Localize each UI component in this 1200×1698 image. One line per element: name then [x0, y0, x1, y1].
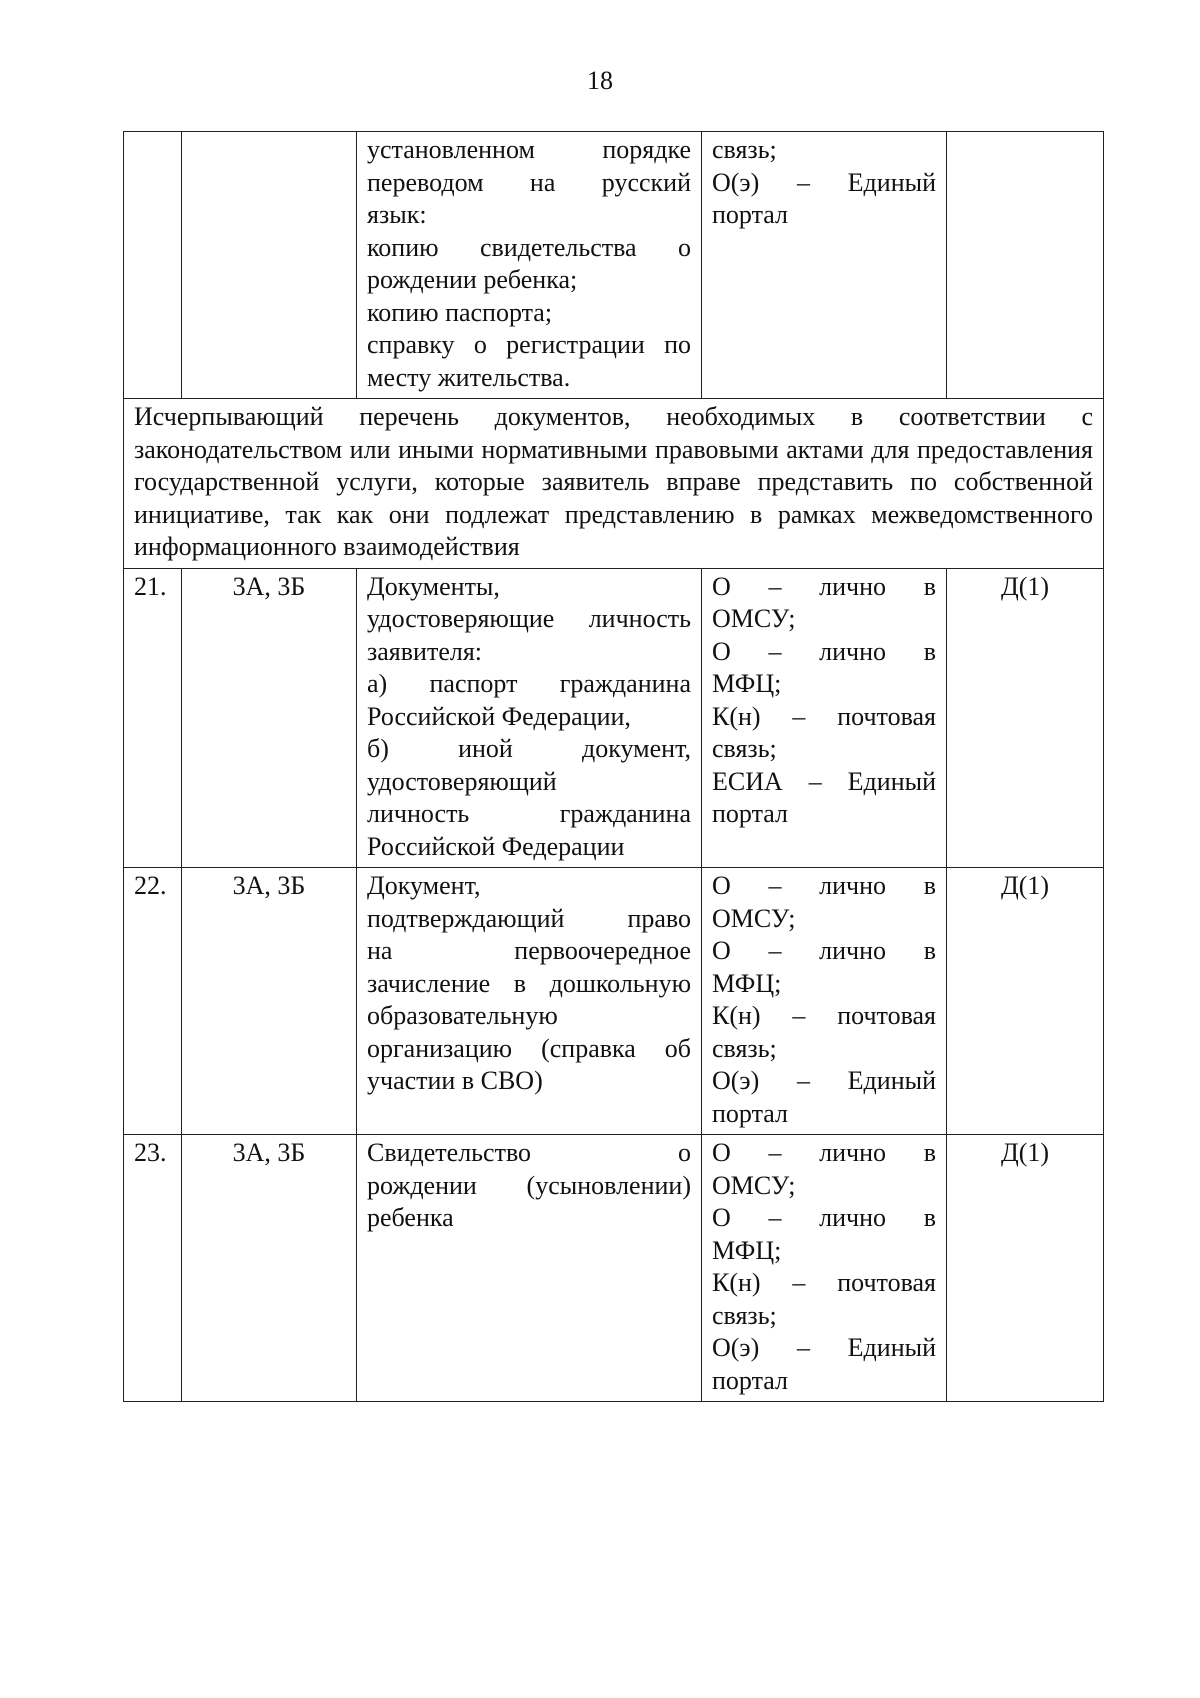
description-line: личность гражданина [367, 799, 691, 828]
description-line: организацию (справка об [367, 1033, 691, 1063]
description-line: копию свидетельства о [367, 232, 691, 262]
method-line: О – лично в [712, 1138, 936, 1167]
table-row-continuation [124, 132, 1104, 399]
description-line: б) иной документ, [367, 734, 691, 763]
method-line: О – лично в [712, 636, 936, 666]
cell-method [702, 132, 947, 399]
description-line: копию паспорта; [367, 297, 553, 327]
method-line: ЕСИА – Единый [712, 766, 936, 796]
cell-description [357, 568, 702, 868]
method-line: О(э) – Единый [712, 167, 936, 197]
description-line: установленном порядке [367, 135, 691, 164]
page-number: 18 [587, 66, 613, 95]
cell-description [357, 132, 702, 399]
table-row [124, 568, 1104, 868]
description-line: Российской Федерации, [367, 701, 631, 731]
description-line: рождении (усыновлении) [367, 1170, 691, 1200]
cell-result: Д(1) [947, 868, 1104, 1135]
cell-result: Д(1) [947, 568, 1104, 868]
description-line: подтверждающий право [367, 903, 691, 933]
table-row [124, 868, 1104, 1135]
description-line: Свидетельство о [367, 1138, 691, 1167]
cell-number [124, 132, 182, 399]
cell-categories: 3А, 3Б [182, 1135, 357, 1402]
description-line: участии в СВО) [367, 1066, 543, 1095]
description-line: Документы, [367, 571, 500, 601]
method-line: ОМСУ; [712, 903, 796, 933]
method-line: портал [712, 200, 788, 229]
table-row-section-heading [124, 399, 1104, 569]
method-line: связь; [712, 1300, 777, 1330]
description-line: Документ, [367, 871, 481, 900]
cell-method [702, 868, 947, 1135]
description-line: зачисление в дошкольную [367, 968, 691, 998]
method-line: К(н) – почтовая [712, 1001, 936, 1030]
cell-categories: 3А, 3Б [182, 868, 357, 1135]
description-line: переводом на русский [367, 167, 691, 197]
method-line: МФЦ; [712, 669, 782, 698]
documents-table [123, 131, 1104, 1402]
cell-categories [182, 132, 357, 399]
description-line: удостоверяющий [367, 766, 557, 796]
description-line: Российской Федерации [367, 831, 625, 861]
description-line: на первоочередное [367, 936, 691, 965]
cell-method [702, 1135, 947, 1402]
method-line: МФЦ; [712, 968, 782, 998]
method-line: портал [712, 799, 788, 828]
description-line: заявителя: [367, 636, 483, 666]
cell-number: 22. [124, 868, 182, 1135]
description-line: месту жительства. [367, 362, 571, 392]
description-line: ребенка [367, 1203, 454, 1232]
description-line: образовательную [367, 1001, 558, 1030]
method-line: связь; [712, 135, 777, 164]
method-line: О – лично в [712, 871, 936, 900]
method-line: МФЦ; [712, 1235, 782, 1265]
method-line: портал [712, 1098, 788, 1128]
method-line: связь; [712, 1033, 777, 1063]
cell-description [357, 868, 702, 1135]
description-line: язык: [367, 200, 427, 229]
table-row [124, 1135, 1104, 1402]
description-line: справку о регистрации по [367, 330, 691, 359]
method-line: О – лично в [712, 1203, 936, 1232]
cell-result [947, 132, 1104, 399]
method-line: К(н) – почтовая [712, 1268, 936, 1297]
cell-categories: 3А, 3Б [182, 568, 357, 868]
method-line: О – лично в [712, 571, 936, 601]
method-line: ОМСУ; [712, 604, 796, 633]
method-line: О(э) – Единый [712, 1066, 936, 1095]
method-line: О – лично в [712, 936, 936, 965]
description-line: удостоверяющие личность [367, 604, 691, 633]
description-line: рождении ребенка; [367, 265, 578, 294]
section-heading: Исчерпывающий перечень документов, необходимых в соответствии с законодательством или иными нормативными правовыми актами для предоставления государственной услуги, которые заявитель вправе представить по собственной инициативе, так как они подлежат представлению в рамках межведомственного информационного взаимодействия [124, 399, 1104, 569]
method-line: О(э) – Единый [712, 1333, 936, 1362]
cell-method [702, 568, 947, 868]
description-line: а) паспорт гражданина [367, 669, 691, 698]
method-line: К(н) – почтовая [712, 701, 936, 731]
cell-result: Д(1) [947, 1135, 1104, 1402]
method-line: ОМСУ; [712, 1170, 796, 1200]
method-line: связь; [712, 734, 777, 763]
method-line: портал [712, 1365, 788, 1395]
cell-description [357, 1135, 702, 1402]
cell-number: 21. [124, 568, 182, 868]
cell-number: 23. [124, 1135, 182, 1402]
